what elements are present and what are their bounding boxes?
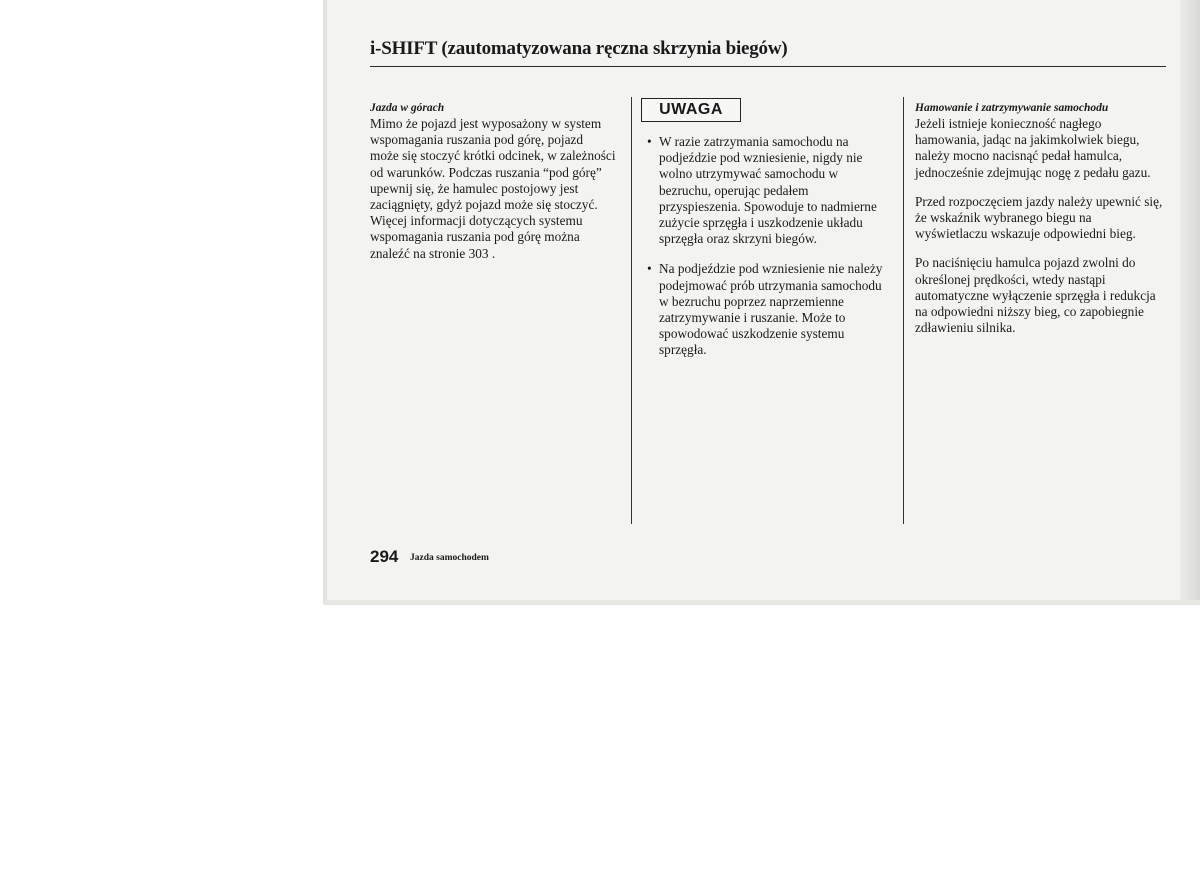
text-line: bezruchu, operując pedałem — [659, 182, 809, 198]
page-reference-line: znaleźć na stronie 303 . — [370, 245, 496, 261]
text-line: Więcej informacji dotyczących systemu — [370, 213, 583, 229]
downshift-paragraph — [915, 255, 1170, 336]
section-heading-braking: Hamowanie i zatrzymywanie samochodu — [915, 102, 1109, 114]
text-line: w bezruchu poprzez naprzemienne — [659, 293, 844, 309]
warning-column — [647, 134, 887, 359]
text-line: wspomagania ruszania pod górę, pojazd — [370, 132, 584, 148]
text-line: podejmować prób utrzymania samochodu — [659, 277, 882, 293]
column-divider-left — [631, 97, 632, 524]
column-divider-right — [903, 97, 904, 524]
section-heading-mountain-driving: Jazda w górach — [370, 102, 445, 114]
title-divider — [370, 66, 1166, 67]
text-line: zdławieniu silnika. — [915, 320, 1016, 336]
text-line: spowodować uszkodzenie systemu — [659, 326, 845, 342]
text-line: sprzęgła. — [659, 342, 707, 358]
text-line: od warunków. Podczas ruszania “pod górę” — [370, 164, 602, 180]
text-line: zużycie sprzęgła i uszkodzenie układu — [659, 215, 863, 231]
left-column — [370, 101, 625, 262]
bullet-icon: • — [647, 134, 652, 149]
text-line: Jeżeli istnieje konieczność nagłego — [915, 116, 1102, 131]
text-line: upewnij się, że hamulec postojowy jest — [370, 180, 579, 196]
text-line: wyświetlaczu wskazuje odpowiedni bieg. — [915, 226, 1136, 242]
page-title: i-SHIFT (zautomatyzowana ręczna skrzynia biegów) — [370, 38, 788, 59]
text-line: jednocześnie zdejmując nogę z pedału gazu. — [915, 164, 1151, 180]
text-line: może się stoczyć krótki odcinek, w zależności — [370, 148, 616, 164]
page-number: 294 — [370, 547, 399, 566]
page-right-edge — [1180, 0, 1200, 605]
text-line: podjeździe pod wzniesienie, nigdy nie — [659, 150, 863, 166]
text-line: Na podjeździe pod wzniesienie nie należy — [659, 261, 883, 277]
text-line: wolno utrzymywać samochodu w — [659, 166, 839, 182]
gear-indicator-paragraph — [915, 194, 1170, 243]
warning-label: UWAGA — [659, 101, 723, 118]
text-line: określonej prędkości, wtedy nastąpi — [915, 271, 1106, 287]
text-line: Mimo że pojazd jest wyposażony w system — [370, 116, 602, 131]
text-line: W razie zatrzymania samochodu na — [659, 134, 849, 149]
page-bottom-edge — [323, 600, 1200, 605]
text-line: na odpowiedni niższy bieg, co zapobiegnie — [915, 304, 1144, 320]
text-line: Po naciśnięciu hamulca pojazd zwolni do — [915, 255, 1136, 271]
bullet-icon: • — [647, 261, 652, 277]
page-spine-shadow — [323, 0, 327, 605]
text-line: hamowania, jadąc na jakimkolwiek biegu, — [915, 132, 1140, 148]
text-line: przyspieszenia. Spowoduje to nadmierne — [659, 198, 877, 214]
text-line: Przed rozpoczęciem jazdy należy upewnić się, — [915, 193, 1163, 209]
warning-bullet-item — [647, 134, 887, 247]
text-line: że wskaźnik wybranego biegu na — [915, 210, 1092, 226]
text-line: wspomagania ruszania pod górę można — [370, 229, 580, 245]
page-left-margin — [0, 0, 323, 605]
right-column — [915, 101, 1170, 336]
text-line: zaciągnięty, gdyż pojazd może się stoczyć. — [370, 197, 598, 213]
text-line: zatrzymywanie i ruszanie. Może to — [659, 310, 846, 326]
footer-section-label: Jazda samochodem — [410, 553, 489, 563]
warning-bullet-item — [647, 261, 887, 358]
text-line: automatyczne wyłączenie sprzęgła i redukcja — [915, 287, 1156, 303]
mountain-driving-paragraph — [370, 116, 625, 262]
text-line: należy mocno nacisnąć pedał hamulca, — [915, 148, 1123, 164]
warning-label-box — [641, 98, 741, 122]
braking-paragraph — [915, 116, 1170, 181]
text-line: sprzęgła oraz skrzyni biegów. — [659, 231, 817, 247]
